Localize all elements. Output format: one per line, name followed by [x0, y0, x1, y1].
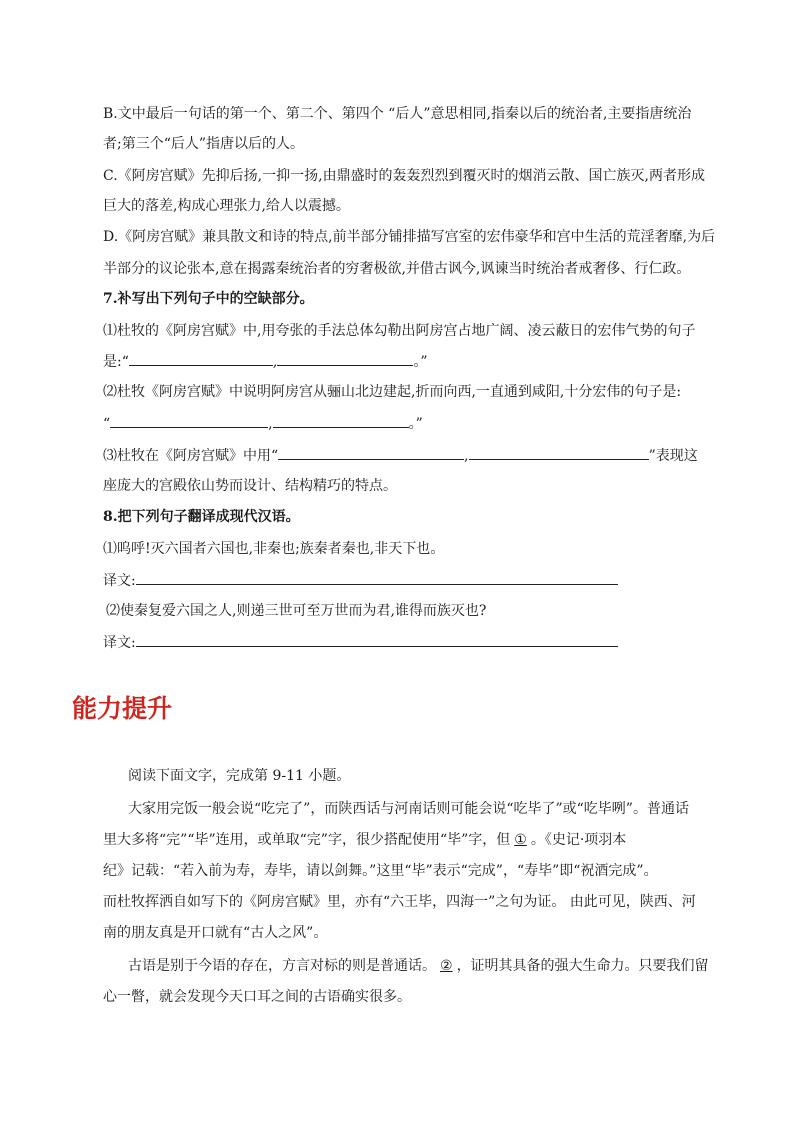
q7-s2-end: 。”: [408, 416, 423, 432]
q7-sentence3-line1: [103, 445, 698, 466]
question-8-title: 8.把下列句子翻译成现代汉语。: [103, 509, 300, 525]
q7-s3-comma: ,: [464, 448, 469, 464]
q8-answer1: [103, 570, 618, 591]
passage-p2-line1: [128, 956, 709, 976]
reading-instruction: 阅读下面文字，完成第 9-11 小题。: [128, 768, 351, 784]
q7-sentence1-line1: ⑴杜牧的《阿房宫赋》中,用夸张的手法总体勾勒出阿房宫占地广阔、凌云蔽日的宏伟气势的句子: [103, 323, 696, 339]
fill-blank[interactable]: [129, 351, 273, 366]
passage-p1-line1: 大家用完饭一般会说“吃完了”，而陕西话与河南话则可能会说“吃毕了”或“吃毕咧”。普通话: [128, 801, 689, 817]
q7-s1-prefix: 是:“: [103, 354, 129, 370]
passage-text: ，证明其具备的强大生命力。只要我们留: [456, 958, 709, 974]
translation-label: 译文:: [103, 573, 136, 589]
passage-text: 古语是别于今语的存在，方言对标的则是普通话。: [128, 958, 436, 974]
q7-sentence3-line2: 座庞大的宫殿依山势而设计、结构精巧的特点。: [103, 478, 397, 494]
fill-blank[interactable]: [278, 445, 464, 460]
blank-marker-2[interactable]: ②: [440, 958, 453, 974]
question-7-title: 7.补写出下列句子中的空缺部分。: [103, 291, 314, 307]
q7-s2-comma: ,: [268, 416, 273, 432]
passage-p1-line3: 纪》记载：“若入前为寿，寿毕，请以剑舞。”这里“毕”表示“完成”，“寿毕”即“祝酒完成”。: [103, 863, 658, 879]
q7-sentence1-line2: [103, 351, 428, 372]
passage-text: 。《史记·项羽本: [530, 832, 627, 848]
q7-s3-suffix: ”表现这: [648, 448, 698, 464]
translation-answer-line[interactable]: [136, 632, 618, 647]
passage-p2-line2: 心一瞥，就会发现今天口耳之间的古语确实很多。: [103, 989, 411, 1005]
passage-p1-line2: [103, 830, 626, 850]
section-heading: 能力提升: [72, 694, 173, 723]
option-d-line2: 半部分的议论张本,意在揭露秦统治者的穷奢极欲,并借古讽今,讽谏当时统治者戒奢侈、行仁政。: [103, 261, 691, 277]
q7-s1-comma: ,: [272, 354, 278, 370]
blank-marker-1[interactable]: ①: [514, 832, 527, 848]
fill-blank[interactable]: [110, 413, 268, 428]
q7-s1-end: 。”: [413, 354, 428, 370]
q8-sentence1: ⑴呜呼!灭六国者六国也,非秦也;族秦者秦也,非天下也。: [103, 541, 445, 557]
option-b-line2: 者;第三个“后人”指唐以后的人。: [103, 136, 305, 152]
option-d-line1: D.《阿房宫赋》兼具散文和诗的特点,前半部分铺排描写宫室的宏伟豪华和宫中生活的荒淫奢靡,为后: [103, 229, 716, 245]
option-b-line1: B.文中最后一句话的第一个、第二个、第四个 “后人”意思相同,指秦以后的统治者,主要指唐统治: [103, 106, 692, 122]
fill-blank[interactable]: [277, 351, 413, 366]
q7-sentence2-line2: [103, 413, 423, 434]
q7-s3-prefix: ⑶杜牧在《阿房宫赋》中用“: [103, 448, 279, 464]
translation-label: 译文:: [103, 635, 136, 651]
passage-p1-line4: 而杜牧挥洒自如写下的《阿房宫赋》里，亦有“六王毕，四海一”之句为证。 由此可见，陕西、河: [103, 894, 696, 910]
q8-sentence2: ⑵使秦复爱六国之人,则递三世可至万世而为君,谁得而族灭也?: [106, 603, 487, 619]
q7-s2-open: “: [103, 416, 111, 432]
option-c-line2: 巨大的落差,构成心理张力,给人以震撼。: [103, 198, 350, 214]
fill-blank[interactable]: [273, 413, 409, 428]
translation-answer-line[interactable]: [136, 570, 618, 585]
q7-sentence2-line1: ⑵杜牧《阿房宫赋》中说明阿房宫从骊山北边建起,折而向西,一直通到咸阳,十分宏伟的句子是:: [103, 384, 682, 400]
q8-answer2: [103, 632, 618, 653]
fill-blank[interactable]: [469, 445, 649, 460]
option-c-line1: C.《阿房宫赋》先抑后扬,一抑一扬,由鼎盛时的轰轰烈烈到覆灭时的烟消云散、国亡族灭,两者形成: [103, 168, 706, 184]
passage-p1-line5: 南的朋友真是开口就有“古人之风”。: [103, 925, 328, 941]
passage-text: 里大多将“完”“毕”连用，或单取“完”字，很少搭配使用“毕”字，但: [103, 832, 511, 848]
